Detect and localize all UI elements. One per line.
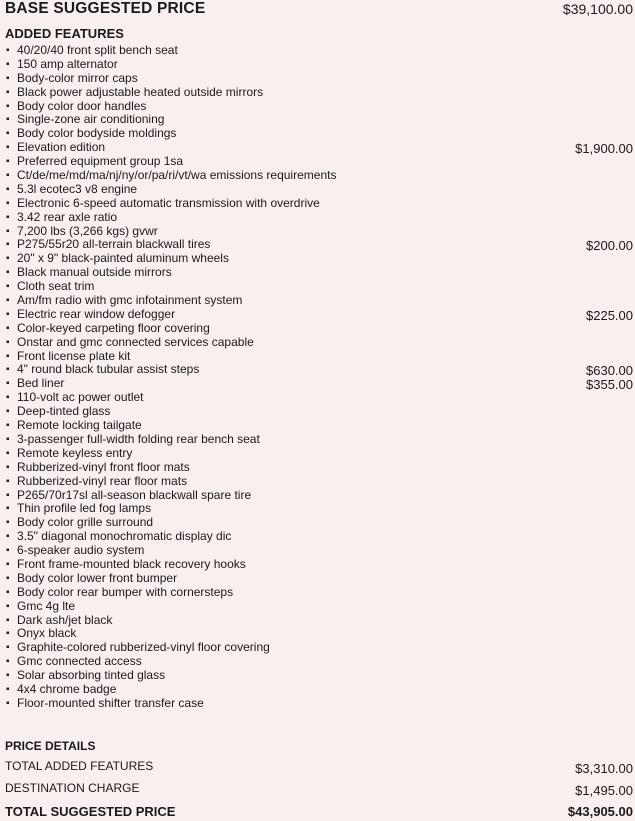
feature-item xyxy=(0,530,635,544)
base-price-value: $39,100.00 xyxy=(562,1,633,17)
feature-label: 150 amp alternator xyxy=(17,56,118,71)
feature-item xyxy=(0,308,635,322)
base-price-label: BASE SUGGESTED PRICE xyxy=(5,0,206,17)
feature-item xyxy=(0,447,635,461)
feature-label: Thin profile led fog lamps xyxy=(17,501,152,516)
feature-item xyxy=(0,419,635,433)
feature-label: Floor-mounted shifter transfer case xyxy=(17,695,204,710)
price-details-title: PRICE DETAILS xyxy=(5,739,96,753)
feature-label: 4x4 chrome badge xyxy=(17,681,117,696)
feature-label: Gmc 4g lte xyxy=(17,598,76,613)
feature-item xyxy=(0,141,635,155)
feature-label: Rubberized-vinyl front floor mats xyxy=(17,459,190,474)
feature-item xyxy=(0,502,635,516)
feature-item xyxy=(0,614,635,628)
feature-label: Single-zone air conditioning xyxy=(17,112,165,127)
feature-item xyxy=(0,558,635,572)
feature-item xyxy=(0,669,635,683)
feature-item xyxy=(0,697,635,711)
feature-price: $225.00 xyxy=(586,307,633,323)
feature-label: Elevation edition xyxy=(17,140,106,155)
feature-label: Solar absorbing tinted glass xyxy=(17,668,166,683)
feature-label: Body-color mirror caps xyxy=(17,70,138,85)
destination-charge-label: DESTINATION CHARGE xyxy=(5,781,140,795)
feature-item xyxy=(0,44,635,58)
feature-label: Front license plate kit xyxy=(17,348,131,363)
feature-item xyxy=(0,544,635,558)
feature-label: 3-passenger full-width folding rear bench seat xyxy=(17,431,260,446)
feature-item xyxy=(0,113,635,127)
feature-label: 6-speaker audio system xyxy=(17,543,145,558)
feature-item xyxy=(0,641,635,655)
added-features-list xyxy=(0,44,635,711)
feature-item xyxy=(0,489,635,503)
feature-label: Electric rear window defogger xyxy=(17,306,176,321)
feature-price: $1,900.00 xyxy=(575,141,633,157)
feature-label: Graphite-colored rubberized-vinyl floor covering xyxy=(17,640,270,655)
feature-label: Remote locking tailgate xyxy=(17,418,142,433)
feature-item xyxy=(0,627,635,641)
total-suggested-price-value: $43,905.00 xyxy=(567,804,633,819)
feature-price: $200.00 xyxy=(586,238,633,254)
feature-item xyxy=(0,280,635,294)
feature-label: Black manual outside mirrors xyxy=(17,265,172,280)
feature-item xyxy=(0,655,635,669)
feature-item xyxy=(0,336,635,350)
feature-item xyxy=(0,169,635,183)
feature-item xyxy=(0,183,635,197)
feature-label: P275/55r20 all-terrain blackwall tires xyxy=(17,237,211,252)
feature-label: 40/20/40 front split bench seat xyxy=(17,43,178,57)
feature-label: 110-volt ac power outlet xyxy=(17,390,144,405)
feature-label: Color-keyed carpeting floor covering xyxy=(17,320,210,335)
feature-item xyxy=(0,377,635,391)
total-added-features-value: $3,310.00 xyxy=(575,761,633,776)
feature-item xyxy=(0,72,635,86)
feature-label: 7,200 lbs (3,266 kgs) gvwr xyxy=(17,223,158,238)
feature-label: 5.3l ecotec3 v8 engine xyxy=(17,181,138,196)
feature-item xyxy=(0,433,635,447)
feature-label: Electronic 6-speed automatic transmission with overdrive xyxy=(17,195,320,210)
feature-item xyxy=(0,600,635,614)
feature-item xyxy=(0,391,635,405)
feature-item xyxy=(0,86,635,100)
feature-label: Front frame-mounted black recovery hooks xyxy=(17,556,246,571)
feature-item xyxy=(0,127,635,141)
added-features-title: ADDED FEATURES xyxy=(5,26,124,41)
feature-item xyxy=(0,350,635,364)
feature-label: Am/fm radio with gmc infotainment system xyxy=(17,293,243,308)
feature-label: Onyx black xyxy=(17,626,77,641)
feature-label: Body color rear bumper with cornersteps xyxy=(17,584,234,599)
feature-item xyxy=(0,516,635,530)
total-added-features-label: TOTAL ADDED FEATURES xyxy=(5,759,154,773)
feature-label: Black power adjustable heated outside mirrors xyxy=(17,84,264,99)
feature-item xyxy=(0,100,635,114)
feature-item xyxy=(0,266,635,280)
feature-item xyxy=(0,586,635,600)
feature-label: Gmc connected access xyxy=(17,654,142,669)
feature-label: Body color bodyside moldings xyxy=(17,126,177,141)
feature-item xyxy=(0,225,635,239)
feature-label: Remote keyless entry xyxy=(17,445,133,460)
feature-label: 3.42 rear axle ratio xyxy=(17,209,118,224)
feature-item xyxy=(0,572,635,586)
feature-label: Rubberized-vinyl rear floor mats xyxy=(17,473,188,488)
feature-label: Cloth seat trim xyxy=(17,279,95,294)
feature-item xyxy=(0,405,635,419)
feature-price: $355.00 xyxy=(586,377,633,393)
feature-label: 3.5" diagonal monochromatic display dic xyxy=(17,529,232,544)
feature-item xyxy=(0,363,635,377)
feature-item xyxy=(0,294,635,308)
feature-label: Deep-tinted glass xyxy=(17,404,111,419)
feature-item xyxy=(0,322,635,336)
feature-label: 4" round black tubular assist steps xyxy=(17,362,200,377)
feature-label: P265/70r17sl all-season blackwall spare tire xyxy=(17,487,252,502)
destination-charge-value: $1,495.00 xyxy=(575,783,633,798)
feature-label: Ct/de/me/md/ma/nj/ny/or/pa/ri/vt/wa emissions requirements xyxy=(17,168,337,183)
feature-label: Preferred equipment group 1sa xyxy=(17,154,184,169)
feature-item xyxy=(0,683,635,697)
feature-label: Dark ash/jet black xyxy=(17,612,113,627)
feature-label: Onstar and gmc connected services capable xyxy=(17,334,254,349)
total-suggested-price-label: TOTAL SUGGESTED PRICE xyxy=(5,804,176,819)
feature-item xyxy=(0,461,635,475)
feature-item xyxy=(0,197,635,211)
feature-item xyxy=(0,252,635,266)
feature-price: $630.00 xyxy=(586,363,633,379)
feature-label: Body color grille surround xyxy=(17,515,154,530)
feature-label: 20" x 9" black-painted aluminum wheels xyxy=(17,251,229,266)
feature-label: Body color door handles xyxy=(17,98,147,113)
feature-item xyxy=(0,155,635,169)
feature-label: Body color lower front bumper xyxy=(17,570,178,585)
feature-item xyxy=(0,238,635,252)
feature-item xyxy=(0,211,635,225)
feature-item xyxy=(0,58,635,72)
feature-item xyxy=(0,475,635,489)
feature-label: Bed liner xyxy=(17,376,65,391)
